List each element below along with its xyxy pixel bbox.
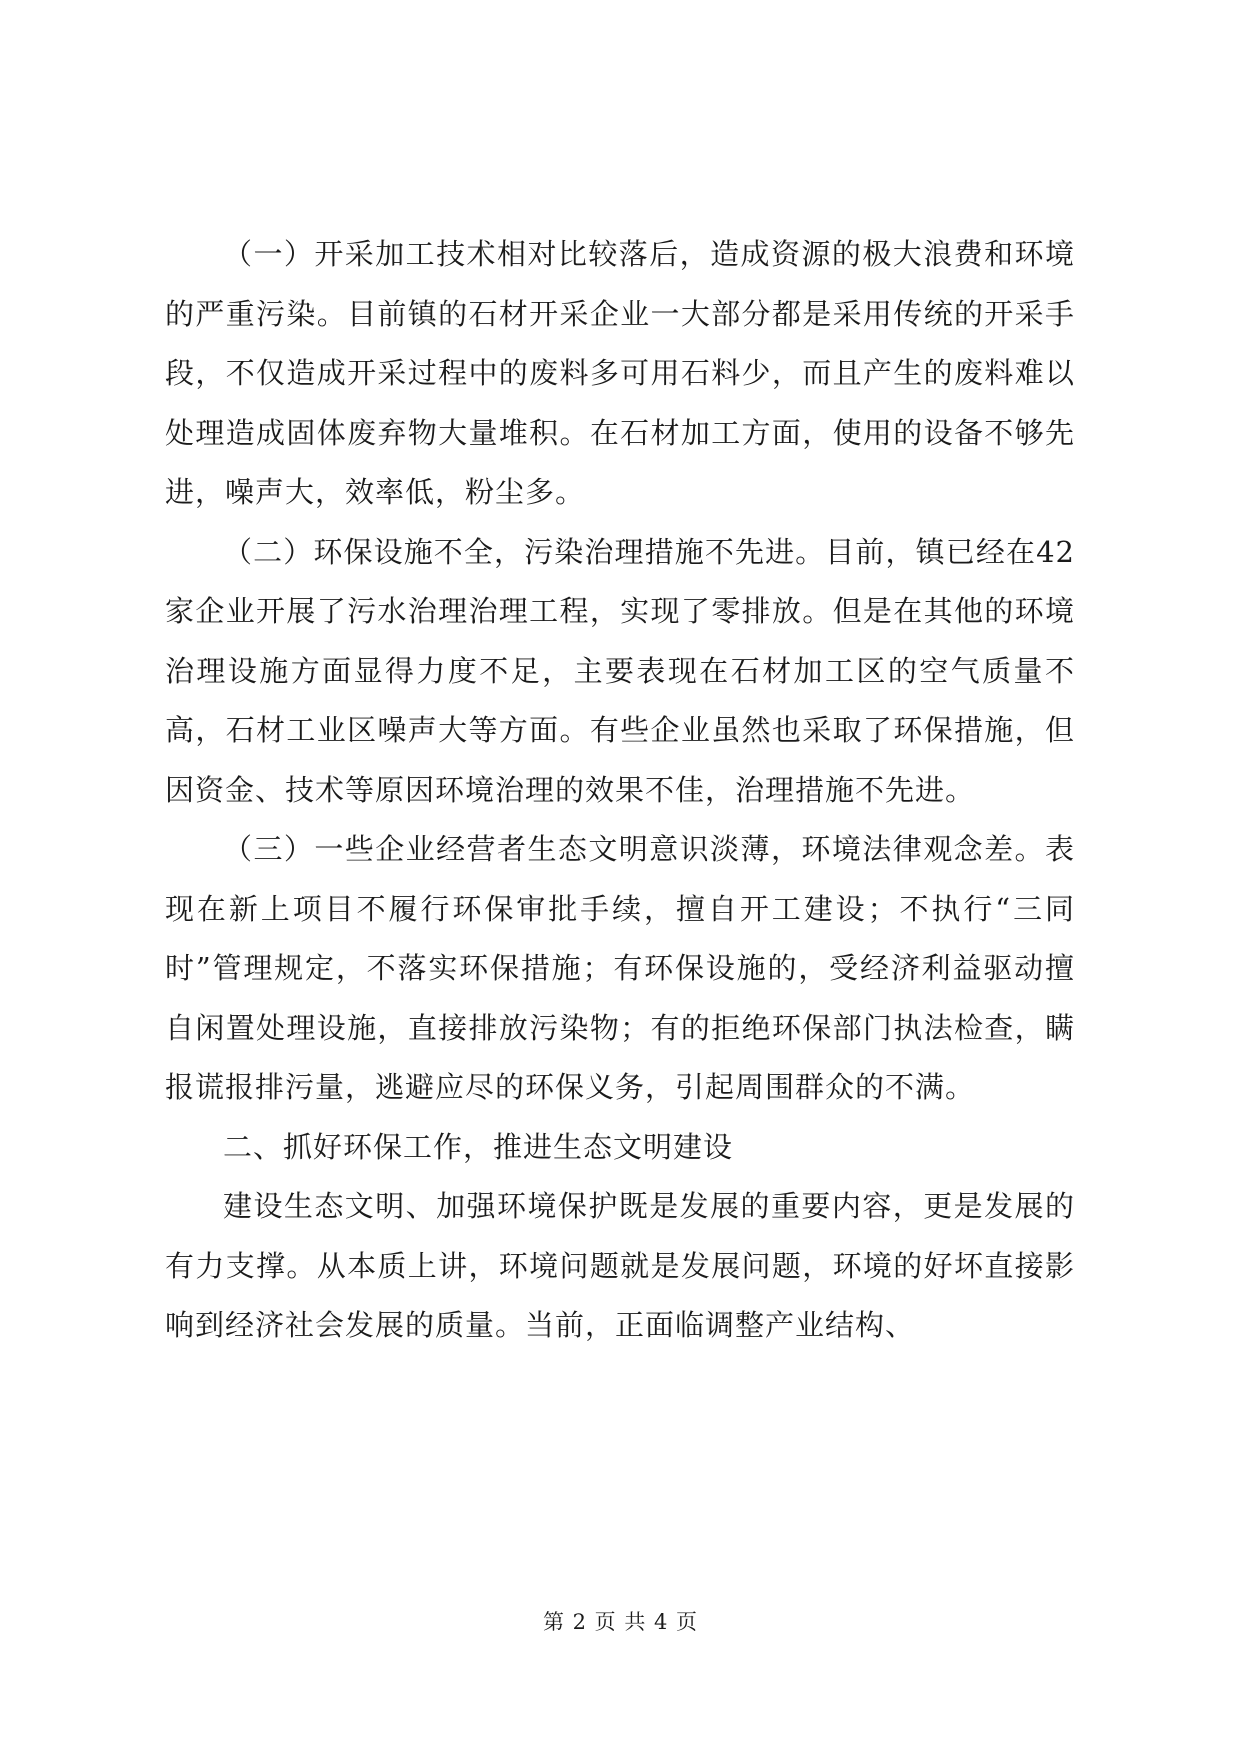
document-body: [165, 225, 1075, 1356]
paragraph-environmental-facilities: （二）环保设施不全，污染治理措施不先进。目前，镇已经在42家企业开展了污水治理治理工程，实现了零排放。但是在其他的环境治理设施方面显得力度不足，主要表现在石材加工区的空气质量不高，石材工业区噪声大等方面。有些企业虽然也采取了环保措施，但因资金、技术等原因环境治理的效果不佳，治理措施不先进。: [165, 534, 1075, 807]
paragraph-mining-technology: （一）开采加工技术相对比较落后，造成资源的极大浪费和环境的严重污染。目前镇的石材开采企业一大部分都是采用传统的开采手段，不仅造成开采过程中的废料多可用石料少，而且产生的废料难以处理造成固体废弃物大量堆积。在石材加工方面，使用的设备不够先进，噪声大，效率低，粉尘多。: [165, 237, 1075, 509]
paragraph-ecological-awareness: （三）一些企业经营者生态文明意识淡薄，环境法律观念差。表现在新上项目不履行环保审批手续，擅自开工建设；不执行“三同时”管理规定，不落实环保措施；有环保设施的，受经济利益驱动擅自闲置处理设施，直接排放污染物；有的拒绝环保部门执法检查，瞒报谎报排污量，逃避应尽的环保义务，引起周围群众的不满。: [165, 832, 1075, 1104]
page-number-footer: 第 2 页 共 4 页: [542, 1610, 699, 1634]
paragraph-ecological-civilization: 建设生态文明、加强环境保护既是发展的重要内容，更是发展的有力支撑。从本质上讲，环境问题就是发展问题，环境的好坏直接影响到经济社会发展的质量。当前，正面临调整产业结构、: [165, 1189, 1075, 1342]
section-heading: 二、抓好环保工作，推进生态文明建设: [223, 1129, 734, 1164]
